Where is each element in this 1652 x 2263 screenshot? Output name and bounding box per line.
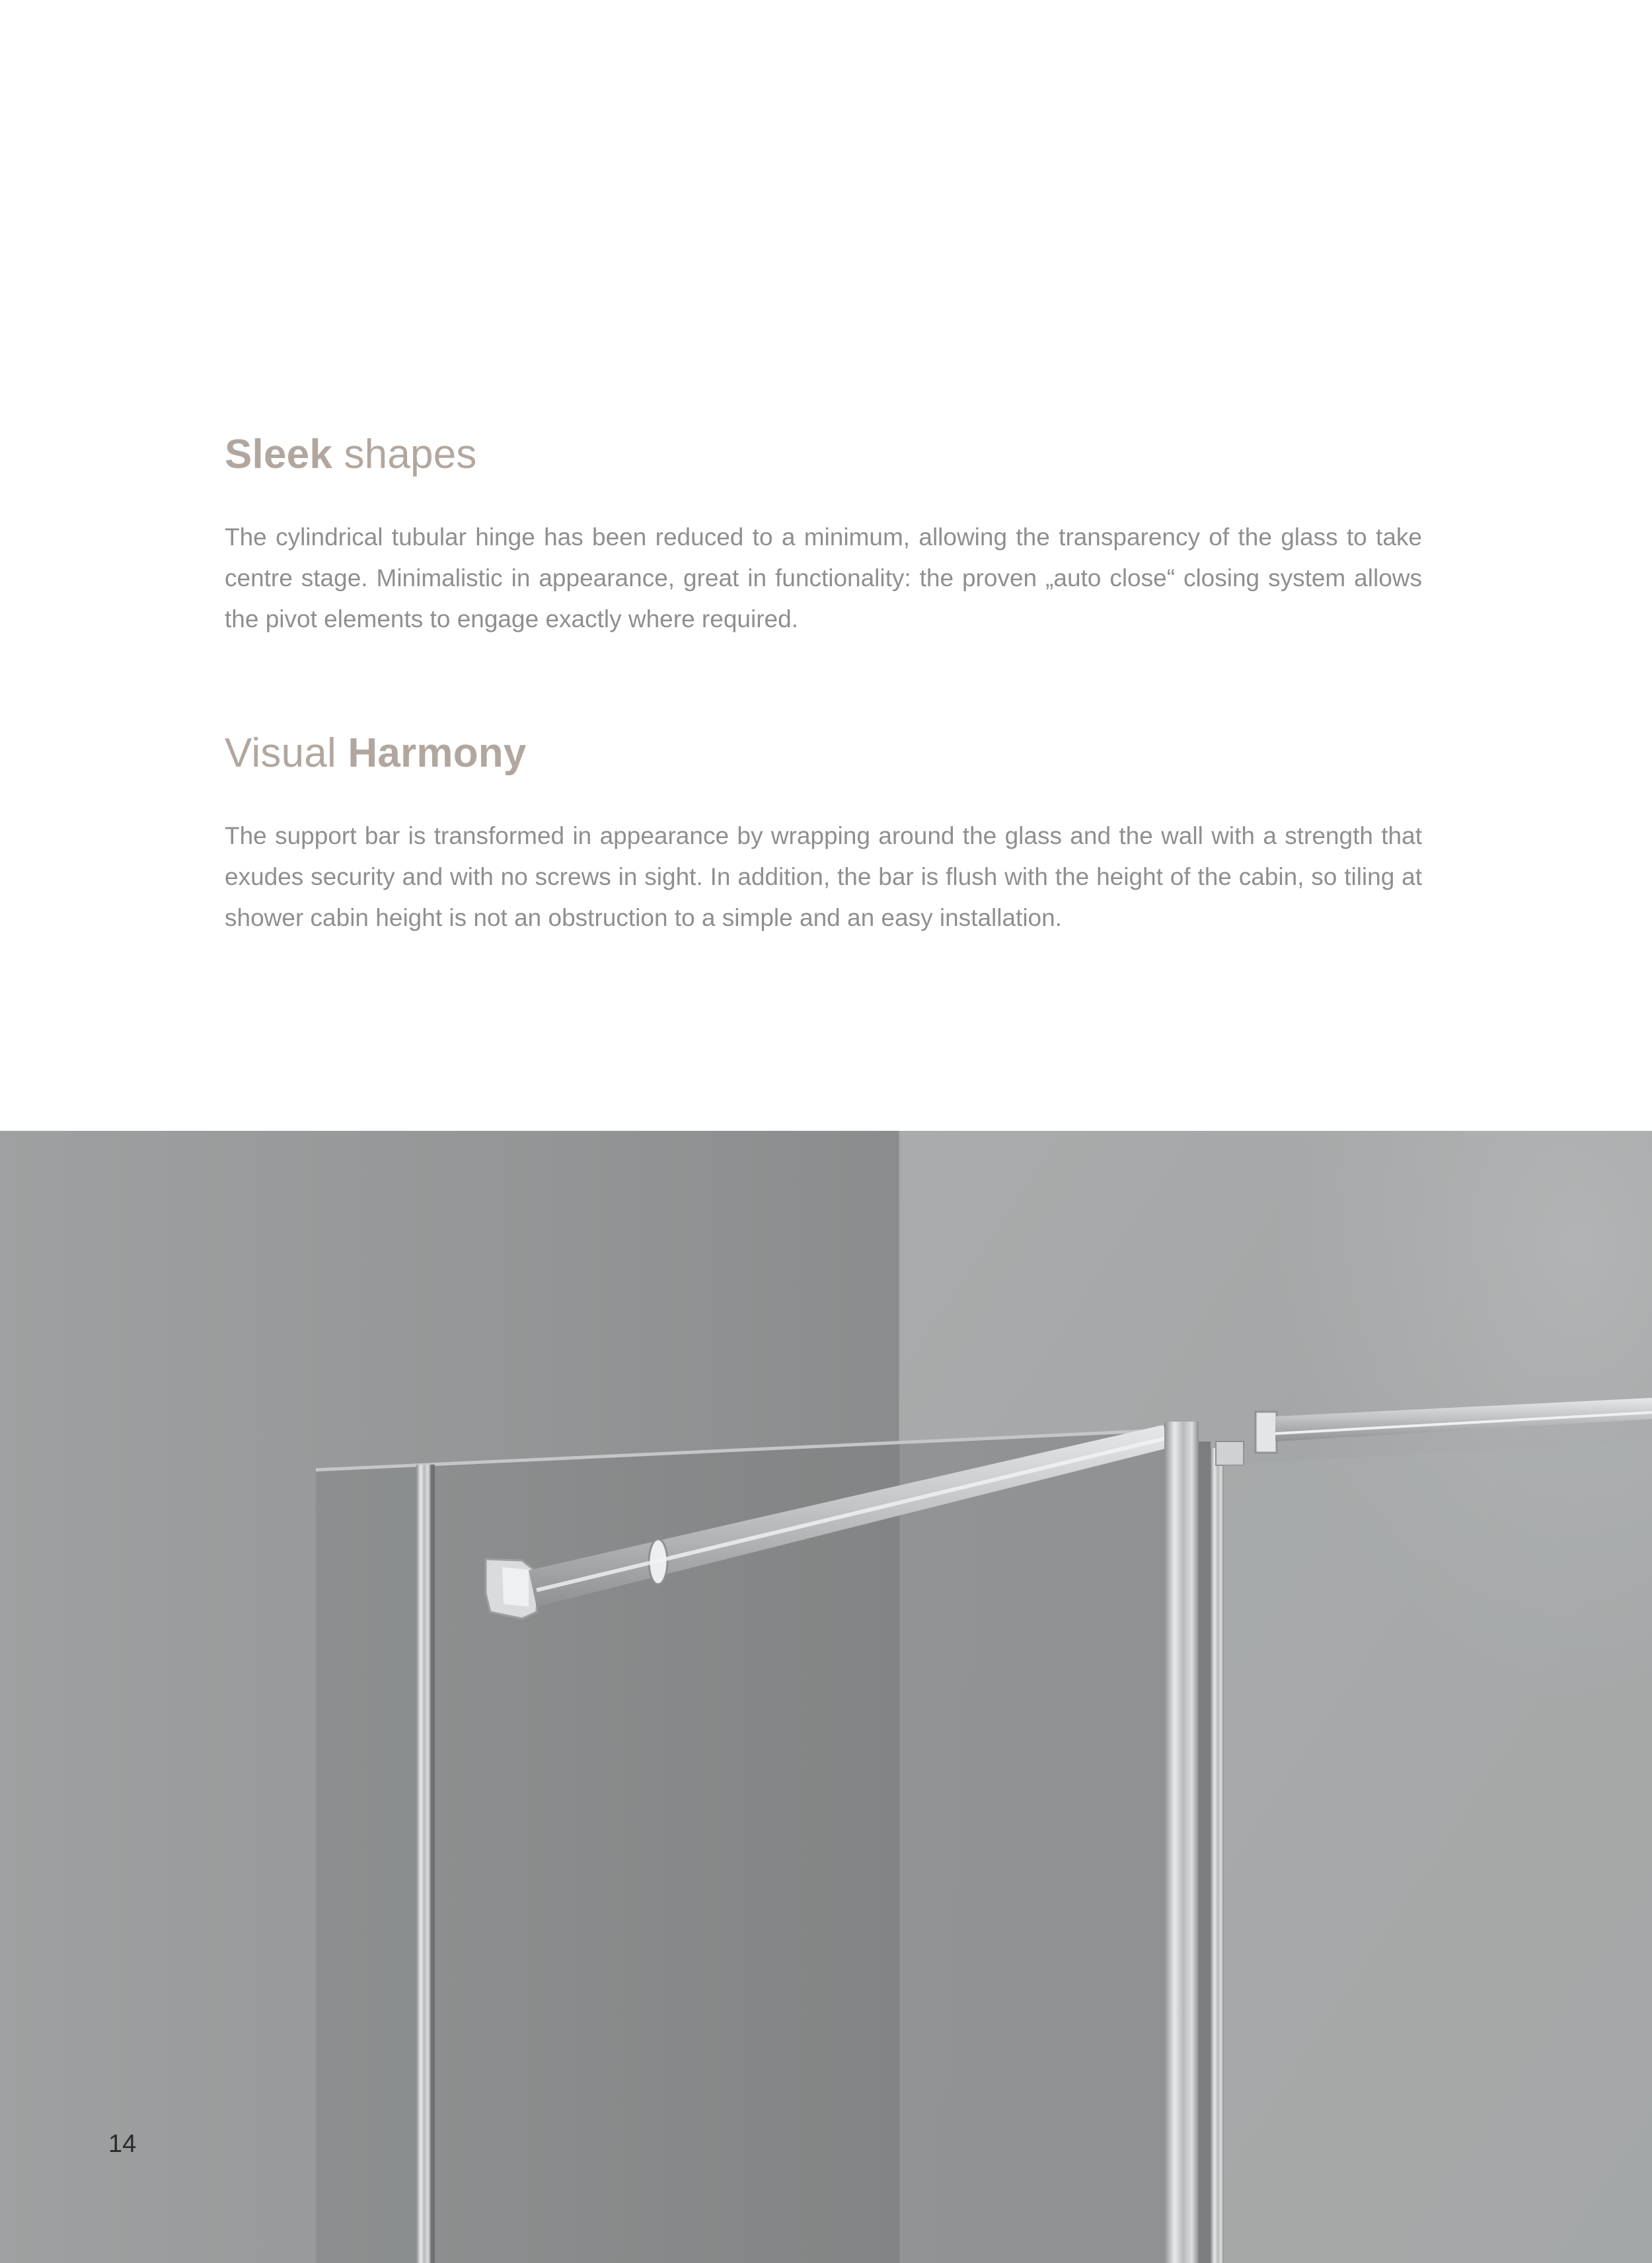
heading-bold-word: Sleek	[225, 432, 333, 477]
section-sleek-shapes	[225, 423, 1422, 640]
section-visual-harmony	[225, 722, 1422, 939]
shower-enclosure-photo	[0, 1131, 1652, 2263]
heading-bold-word: Harmony	[348, 730, 527, 776]
section-heading	[225, 722, 1422, 785]
heading-regular-word: shapes	[344, 432, 477, 477]
section-body-text: The support bar is transformed in appearance by wrapping around the glass and the wall with a strength that exudes security and with no screws in sight. In addition, the bar is flush with the height of the cabin, so tiling at shower cabin height is not an obstruction to a simple and an easy installation.	[225, 822, 1422, 931]
section-heading	[225, 423, 1422, 486]
heading-regular-word: Visual	[225, 730, 336, 776]
shower-photo-illustration	[0, 1131, 1652, 2263]
page-number: 14	[108, 2130, 137, 2158]
section-body-text: The cylindrical tubular hinge has been reduced to a minimum, allowing the transparency of the glass to take centre stage. Minimalistic in appearance, great in functionality: the proven „auto close“ closing system allows the pivot elements to engage exactly where required.	[225, 523, 1422, 633]
